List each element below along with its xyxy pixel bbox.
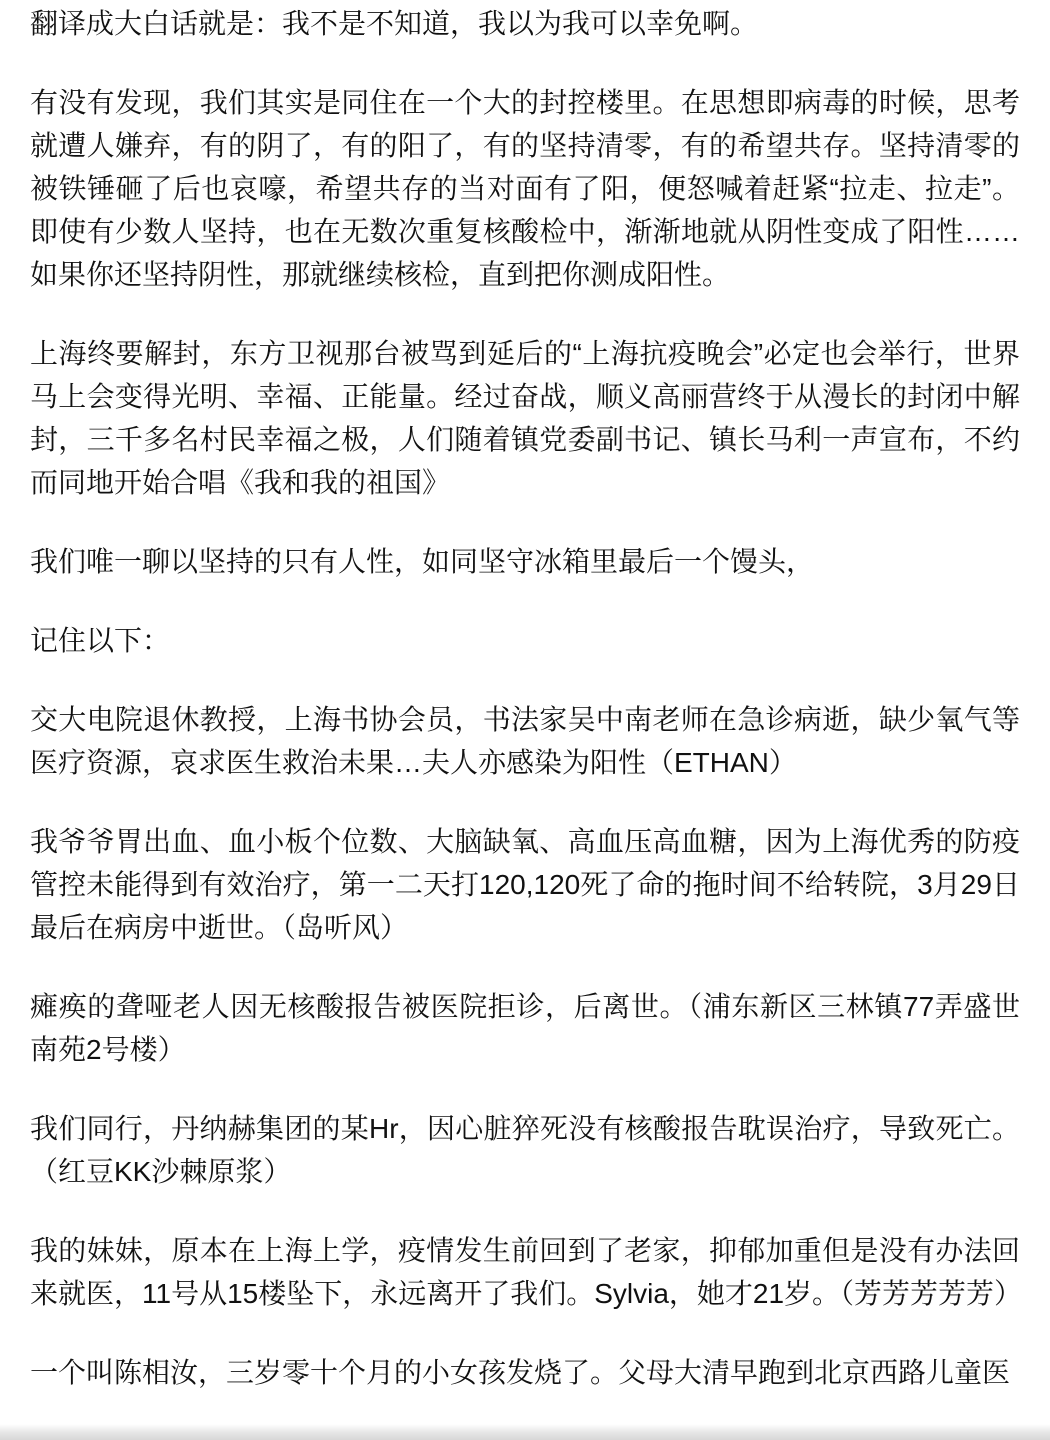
paragraph: 我们唯一聊以坚持的只有人性，如同坚守冰箱里最后一个馒头， xyxy=(30,546,815,577)
paragraph: 交大电院退休教授，上海书协会员，书法家吴中南老师在急诊病逝，缺少氧气等医疗资源，哀求医生救治未果…夫人亦感染为阳性（ETHAN） xyxy=(30,704,1020,778)
paragraph: 翻译成大白话就是：我不是不知道，我以为我可以幸免啊。 xyxy=(30,8,759,39)
paragraph: 我们同行，丹纳赫集团的某Hr，因心脏猝死没有核酸报告耽误治疗，导致死亡。（红豆KK沙棘原浆） xyxy=(30,1113,1020,1187)
paragraph: 我的妹妹，原本在上海上学，疫情发生前回到了老家，抑郁加重但是没有办法回来就医，11号从15楼坠下，永远离开了我们。Sylvia，她才21岁。（芳芳芳芳芳） xyxy=(30,1235,1023,1309)
paragraph: 一个叫陈相汝，三岁零十个月的小女孩发烧了。父母大清早跑到北京西路儿童医 xyxy=(30,1357,1011,1388)
page-bottom-shadow xyxy=(0,1424,1050,1440)
paragraph: 瘫痪的聋哑老人因无核酸报告被医院拒诊，后离世。（浦东新区三林镇77弄盛世南苑2号楼） xyxy=(30,991,1020,1065)
paragraph: 我爷爷胃出血、血小板个位数、大脑缺氧、高血压高血糖，因为上海优秀的防疫管控未能得到有效治疗，第一二天打120,120死了命的拖时间不给转院，3月29日最后在病房中逝世。（岛听风） xyxy=(30,826,1020,943)
paragraph: 有没有发现，我们其实是同住在一个大的封控楼里。在思想即病毒的时候，思考就遭人嫌弃，有的阴了，有的阳了，有的坚持清零，有的希望共存。坚持清零的被铁锤砸了后也哀嚎，希望共存的当对面有了阳，便怒喊着赶紧“拉走、拉走”。即使有少数人坚持，也在无数次重复核酸检中，渐渐地就从阴性变成了阳性……如果你还坚持阴性，那就继续核检，直到把你测成阳性。 xyxy=(30,87,1020,290)
paragraph: 记住以下： xyxy=(30,625,171,656)
paragraph: 上海终要解封，东方卫视那台被骂到延后的“上海抗疫晚会”必定也会举行，世界马上会变得光明、幸福、正能量。经过奋战，顺义高丽营终于从漫长的封闭中解封，三千多名村民幸福之极，人们随着镇党委副书记、镇长马利一声宣布，不约而同地开始合唱《我和我的祖国》 xyxy=(30,338,1020,498)
